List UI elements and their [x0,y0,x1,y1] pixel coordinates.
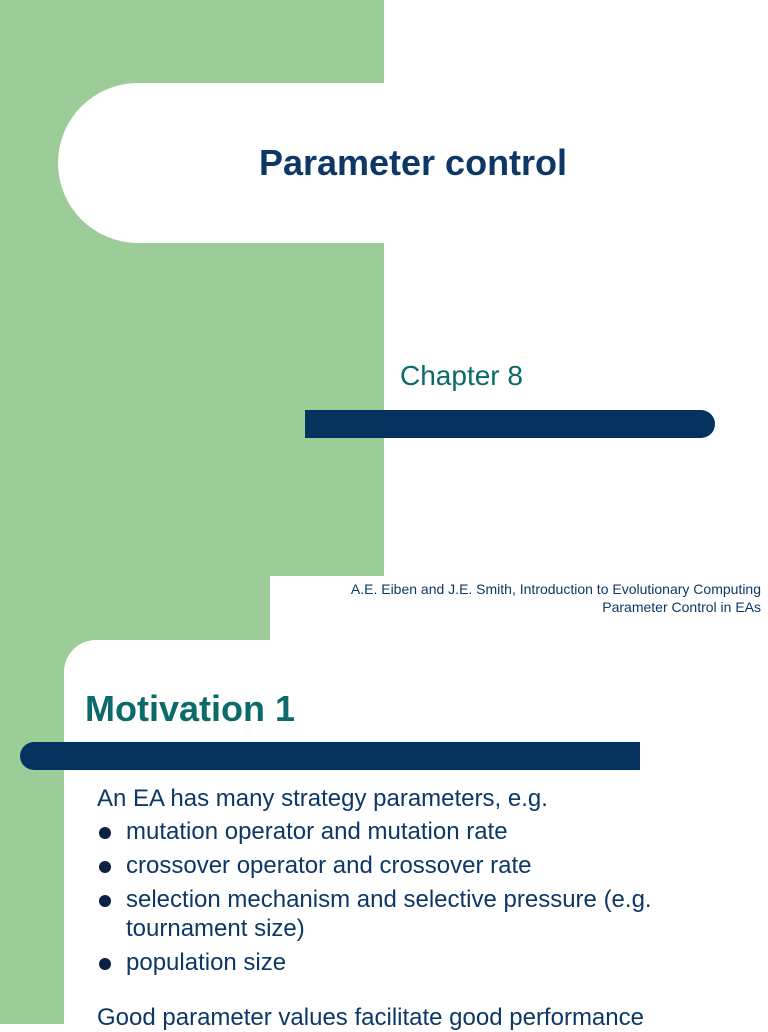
slide2-body [97,784,737,1032]
slide2-accent-bar [20,742,640,770]
slide1-footer [351,580,761,616]
bullet-dot-icon [99,958,111,970]
bullet-dot-icon [99,895,111,907]
slide2-bullet-list [97,817,737,977]
list-item-text: mutation operator and mutation rate [126,818,508,845]
footer-citation: A.E. Eiben and J.E. Smith, Introduction to Evolutionary Computing [350,581,761,597]
slide1-accent-bar [305,410,715,438]
list-item-text: population size [126,949,287,976]
bullet-dot-icon [99,827,111,839]
slide1-subtitle: Chapter 8 [400,360,523,391]
slide1-title: Parameter control [258,142,568,183]
list-item-text: selection mechanism and selective pressure (e.g. tournament size) [126,886,652,942]
list-item [97,817,737,846]
list-item [97,885,737,943]
slide2-intro: An EA has many strategy parameters, e.g. [97,785,548,812]
list-item [97,851,737,880]
bullet-dot-icon [99,861,111,873]
footer-topic: Parameter Control in EAs [602,599,761,615]
slide2-heading: Motivation 1 [85,688,296,729]
slide2-partial-line: Good parameter values facilitate good performance [97,1004,644,1031]
list-item [97,948,737,977]
list-item-text: crossover operator and crossover rate [126,852,532,879]
